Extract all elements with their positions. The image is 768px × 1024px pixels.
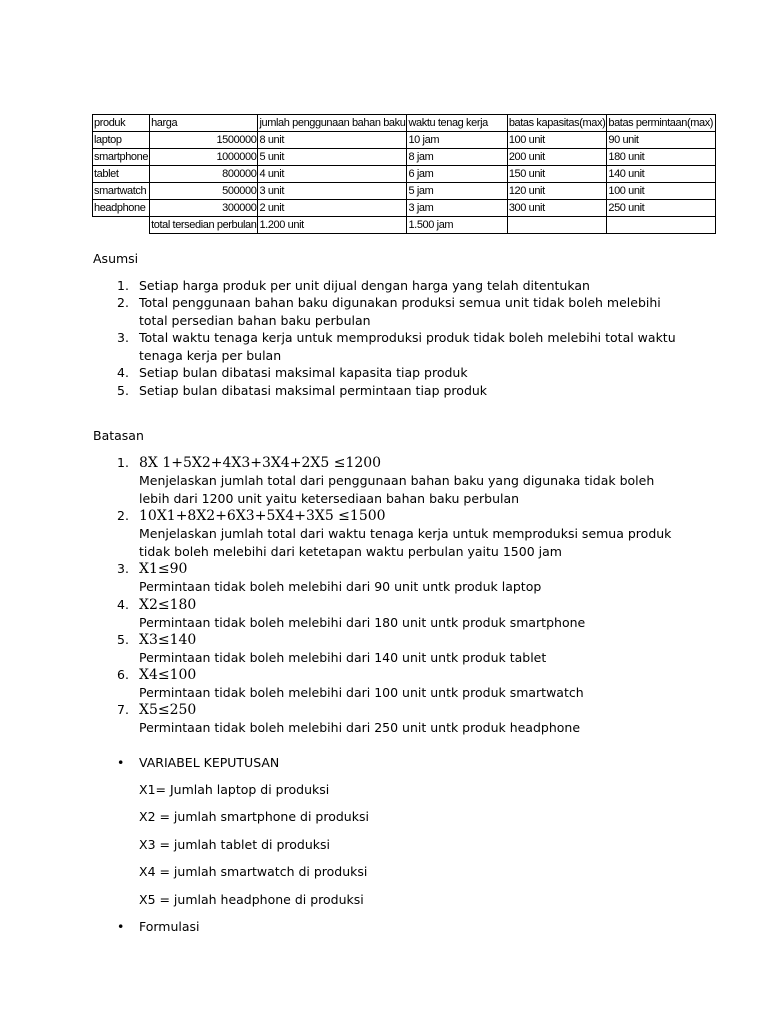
product-table-wrapper	[92, 114, 716, 234]
table-header-cell: batas kapasitas(max)	[507, 115, 607, 132]
variabel-definition: X5 = jumlah headphone di produksi	[139, 892, 364, 907]
table-cell	[507, 217, 607, 234]
variabel-definition: X4 = jumlah smartwatch di produksi	[139, 864, 368, 879]
constraint-description: Permintaan tidak boleh melebihi dari 140 unit untk produk tablet	[139, 650, 547, 665]
table-cell: 8 jam	[407, 149, 507, 166]
table-cell: total tersedian perbulan	[150, 217, 258, 234]
table-cell: 150 unit	[507, 166, 607, 183]
batasan-heading: Batasan	[93, 428, 144, 443]
list-number: 4.	[117, 597, 129, 612]
asumsi-text: Setiap bulan dibatasi maksimal permintaan tiap produk	[139, 383, 488, 398]
table-cell: 3 jam	[407, 200, 507, 217]
table-cell: 2 unit	[258, 200, 407, 217]
table-cell: 4 unit	[258, 166, 407, 183]
table-cell: 250 unit	[607, 200, 716, 217]
table-cell	[607, 217, 716, 234]
asumsi-text: Setiap harga produk per unit dijual dengan harga yang telah ditentukan	[139, 278, 590, 293]
table-cell: 120 unit	[507, 183, 607, 200]
list-number: 3.	[117, 561, 129, 576]
table-cell: 1.200 unit	[258, 217, 407, 234]
asumsi-heading: Asumsi	[93, 251, 139, 266]
table-header-cell: jumlah penggunaan bahan baku	[258, 115, 407, 132]
list-number: 7.	[117, 702, 129, 717]
table-cell: laptop	[93, 132, 150, 149]
table-cell: 100 unit	[507, 132, 607, 149]
table-cell: 300000	[150, 200, 258, 217]
table-cell: 3 unit	[258, 183, 407, 200]
table-cell: smartwatch	[93, 183, 150, 200]
constraint-description: Permintaan tidak boleh melebihi dari 180 unit untk produk smartphone	[139, 615, 586, 630]
table-cell: 5 unit	[258, 149, 407, 166]
table-cell: 300 unit	[507, 200, 607, 217]
table-cell: 90 unit	[607, 132, 716, 149]
constraint-description: Permintaan tidak boleh melebihi dari 100 unit untk produk smartwatch	[139, 685, 584, 700]
table-cell-empty	[93, 217, 150, 234]
bullet-dot: •	[117, 755, 125, 770]
table-row	[93, 149, 716, 166]
product-table	[92, 114, 716, 234]
list-number: 6.	[117, 667, 129, 682]
table-cell: headphone	[93, 200, 150, 217]
table-cell: 200 unit	[507, 149, 607, 166]
constraint-formula: 8X 1+5X2+4X3+3X4+2X5 ≤1200	[139, 455, 382, 471]
table-row	[93, 166, 716, 183]
constraint-description: Permintaan tidak boleh melebihi dari 90 unit untk produk laptop	[139, 579, 542, 594]
constraint-description: Menjelaskan jumlah total dari waktu tenaga kerja untuk memproduksi semua produk tidak boleh melebihi dari ketetapan waktu perbulan yaitu 1500 jam	[139, 526, 672, 559]
constraint-formula: X1≤90	[139, 561, 188, 577]
list-number: 4.	[117, 365, 129, 380]
table-header-cell: batas permintaan(max)	[607, 115, 716, 132]
constraint-formula: 10X1+8X2+6X3+5X4+3X5 ≤1500	[139, 508, 386, 524]
bullet-dot: •	[117, 919, 125, 934]
table-cell: 180 unit	[607, 149, 716, 166]
table-header-cell: harga	[150, 115, 258, 132]
table-header-row	[93, 115, 716, 132]
table-row	[93, 183, 716, 200]
constraint-description: Permintaan tidak boleh melebihi dari 250 unit untk produk headphone	[139, 720, 581, 735]
variabel-definition: X2 = jumlah smartphone di produksi	[139, 809, 369, 824]
table-cell: smartphone	[93, 149, 150, 166]
table-cell: 800000	[150, 166, 258, 183]
table-cell: 1500000	[150, 132, 258, 149]
asumsi-text: Total penggunaan bahan baku digunakan produksi semua unit tidak boleh melebihi total persedian bahan baku perbulan	[139, 295, 661, 328]
table-total-row	[93, 217, 716, 234]
table-cell: 140 unit	[607, 166, 716, 183]
table-cell: 500000	[150, 183, 258, 200]
list-number: 3.	[117, 330, 129, 345]
list-number: 2.	[117, 508, 129, 523]
constraint-description: Menjelaskan jumlah total dari penggunaan bahan baku yang digunaka tidak boleh lebih dari 1200 unit yaitu ketersediaan bahan baku perbulan	[139, 473, 655, 506]
table-cell: 5 jam	[407, 183, 507, 200]
table-cell: 100 unit	[607, 183, 716, 200]
formulasi-heading: Formulasi	[139, 919, 200, 934]
list-number: 5.	[117, 383, 129, 398]
list-number: 5.	[117, 632, 129, 647]
constraint-formula: X2≤180	[139, 597, 197, 613]
table-cell: 6 jam	[407, 166, 507, 183]
table-cell: 1.500 jam	[407, 217, 507, 234]
constraint-formula: X4≤100	[139, 667, 197, 683]
table-cell: 10 jam	[407, 132, 507, 149]
list-number: 1.	[117, 455, 129, 470]
table-header-cell: waktu tenag kerja	[407, 115, 507, 132]
asumsi-text: Setiap bulan dibatasi maksimal kapasita tiap produk	[139, 365, 468, 380]
table-row	[93, 132, 716, 149]
list-number: 2.	[117, 295, 129, 310]
list-number: 1.	[117, 278, 129, 293]
table-row	[93, 200, 716, 217]
constraint-formula: X3≤140	[139, 632, 197, 648]
table-cell: 1000000	[150, 149, 258, 166]
table-cell: 8 unit	[258, 132, 407, 149]
variabel-definition: X3 = jumlah tablet di produksi	[139, 837, 330, 852]
asumsi-text: Total waktu tenaga kerja untuk memproduksi produk tidak boleh melebihi total waktu tenaga kerja per bulan	[139, 330, 676, 363]
variabel-definition: X1= Jumlah laptop di produksi	[139, 782, 330, 797]
table-cell: tablet	[93, 166, 150, 183]
variabel-heading: VARIABEL KEPUTUSAN	[139, 755, 280, 770]
table-header-cell: produk	[93, 115, 150, 132]
constraint-formula: X5≤250	[139, 702, 197, 718]
